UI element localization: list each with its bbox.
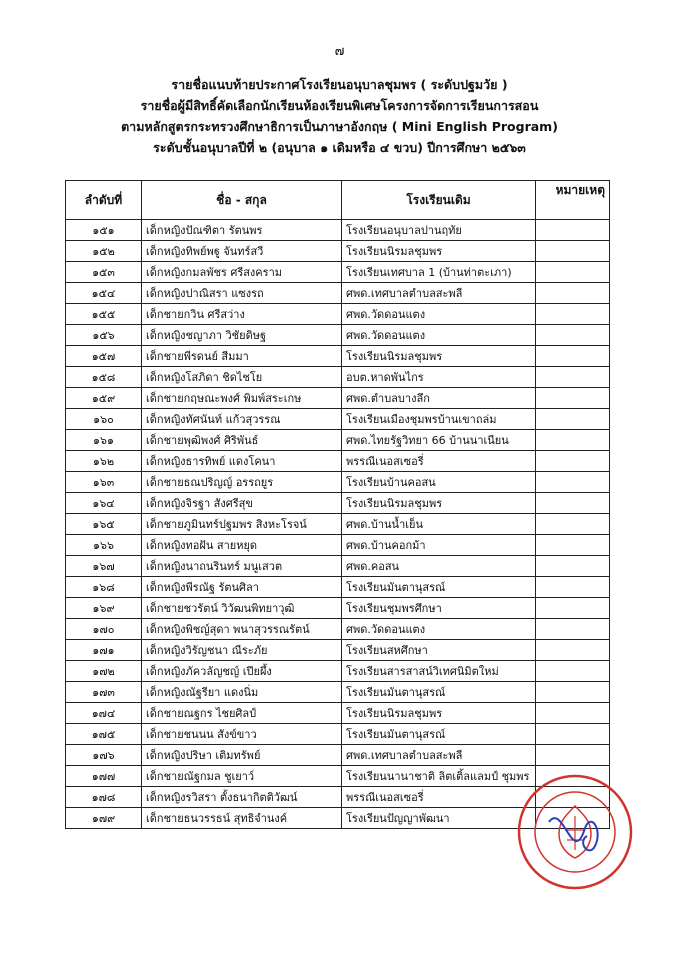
header-order: ลำดับที่ bbox=[66, 181, 142, 220]
cell-name: เด็กหญิงพีรณัฐ รัตนศิลา bbox=[142, 577, 342, 598]
table-row bbox=[66, 241, 610, 262]
cell-note bbox=[536, 577, 610, 598]
cell-note bbox=[536, 367, 610, 388]
cell-school: โรงเรียนสารสาสน์วิเทศนิมิตใหม่ bbox=[342, 661, 536, 682]
cell-school: โรงเรียนปัญญาพัฒนา bbox=[342, 808, 536, 829]
cell-order: ๑๕๑ bbox=[66, 220, 142, 241]
cell-note bbox=[536, 409, 610, 430]
cell-school: ศพด.เทศบาลตำบลสะพลี bbox=[342, 283, 536, 304]
table-row bbox=[66, 724, 610, 745]
cell-note bbox=[536, 493, 610, 514]
cell-name: เด็กชายชวรัตน์ วิวัฒนพิทยาวุฒิ bbox=[142, 598, 342, 619]
cell-name: เด็กชายกวิน ศรีสว่าง bbox=[142, 304, 342, 325]
cell-school: โรงเรียนอนุบาลปานฤทัย bbox=[342, 220, 536, 241]
cell-name: เด็กหญิงธารทิพย์ แดงโคนา bbox=[142, 451, 342, 472]
table-row bbox=[66, 661, 610, 682]
cell-order: ๑๖๙ bbox=[66, 598, 142, 619]
cell-order: ๑๕๕ bbox=[66, 304, 142, 325]
cell-order: ๑๖๔ bbox=[66, 493, 142, 514]
cell-note bbox=[536, 619, 610, 640]
cell-school: โรงเรียนสหศึกษา bbox=[342, 640, 536, 661]
cell-note bbox=[536, 472, 610, 493]
cell-school: อบต.หาดพันไกร bbox=[342, 367, 536, 388]
document-heading bbox=[0, 74, 679, 158]
cell-name: เด็กหญิงจิรฐา สังศรีสุข bbox=[142, 493, 342, 514]
cell-order: ๑๖๓ bbox=[66, 472, 142, 493]
cell-school: ศพด.วัดดอนแตง bbox=[342, 304, 536, 325]
cell-name: เด็กชายพีรดนย์ สีมมา bbox=[142, 346, 342, 367]
table-row bbox=[66, 577, 610, 598]
cell-name: เด็กหญิงรวิสรา ตั้งธนากิตติวัฒน์ bbox=[142, 787, 342, 808]
cell-order: ๑๗๖ bbox=[66, 745, 142, 766]
cell-name: เด็กหญิงณัฐรียา แดงนิ่ม bbox=[142, 682, 342, 703]
table-row bbox=[66, 598, 610, 619]
cell-order: ๑๗๑ bbox=[66, 640, 142, 661]
cell-note bbox=[536, 724, 610, 745]
cell-order: ๑๖๗ bbox=[66, 556, 142, 577]
cell-name: เด็กหญิงภัควลัญชญ์ เปียผึ้ง bbox=[142, 661, 342, 682]
cell-school: ศพด.ตำบลบางลึก bbox=[342, 388, 536, 409]
table-row bbox=[66, 493, 610, 514]
cell-order: ๑๖๕ bbox=[66, 514, 142, 535]
cell-note bbox=[536, 598, 610, 619]
cell-school: โรงเรียนเทศบาล 1 (บ้านท่าตะเภา) bbox=[342, 262, 536, 283]
table-row bbox=[66, 325, 610, 346]
cell-order: ๑๕๒ bbox=[66, 241, 142, 262]
heading-line-3: ตามหลักสูตรกระทรวงศึกษาธิการเป็นภาษาอังกฤษ ( Mini English Program) bbox=[121, 119, 558, 134]
cell-note bbox=[536, 556, 610, 577]
table-row bbox=[66, 472, 610, 493]
cell-school: โรงเรียนชุมพรศึกษา bbox=[342, 598, 536, 619]
table-row bbox=[66, 514, 610, 535]
table-row bbox=[66, 535, 610, 556]
cell-name: เด็กหญิงทัศนันท์ แก้วสุวรรณ bbox=[142, 409, 342, 430]
school-seal-stamp bbox=[515, 772, 635, 892]
cell-name: เด็กชายธณปริญญ์ อรรถยูร bbox=[142, 472, 342, 493]
cell-order: ๑๗๘ bbox=[66, 787, 142, 808]
cell-order: ๑๗๕ bbox=[66, 724, 142, 745]
cell-name: เด็กหญิงพิชญ์สุดา พนาสุวรรณรัตน์ bbox=[142, 619, 342, 640]
cell-name: เด็กชายชนนน สังข์ขาว bbox=[142, 724, 342, 745]
cell-name: เด็กหญิงนาถนรินทร์ มนูเสวต bbox=[142, 556, 342, 577]
cell-name: เด็กชายกฤษณะพงศ์ พิมพ์สระเกษ bbox=[142, 388, 342, 409]
table-row bbox=[66, 220, 610, 241]
cell-school: โรงเรียนนานาชาติ ลิตเติ้ลแลมป์ ชุมพร bbox=[342, 766, 536, 787]
cell-school: โรงเรียนบ้านคอสน bbox=[342, 472, 536, 493]
cell-name: เด็กหญิงปริษา เติมทรัพย์ bbox=[142, 745, 342, 766]
cell-order: ๑๗๗ bbox=[66, 766, 142, 787]
cell-note bbox=[536, 640, 610, 661]
cell-school: ศพด.บ้านน้ำเย็น bbox=[342, 514, 536, 535]
cell-order: ๑๕๔ bbox=[66, 283, 142, 304]
cell-note bbox=[536, 262, 610, 283]
cell-order: ๑๗๙ bbox=[66, 808, 142, 829]
student-roster-table bbox=[65, 180, 610, 829]
header-name: ชื่อ - สกุล bbox=[142, 181, 342, 220]
table-body bbox=[66, 220, 610, 829]
cell-name: เด็กชายภูมินทร์ปฐมพร สิงหะโรจน์ bbox=[142, 514, 342, 535]
table-row bbox=[66, 619, 610, 640]
cell-school: โรงเรียนนิรมลชุมพร bbox=[342, 703, 536, 724]
cell-order: ๑๗๓ bbox=[66, 682, 142, 703]
table-row bbox=[66, 745, 610, 766]
cell-school: ศพด.บ้านคอกม้า bbox=[342, 535, 536, 556]
cell-order: ๑๗๔ bbox=[66, 703, 142, 724]
cell-note bbox=[536, 535, 610, 556]
cell-note bbox=[536, 703, 610, 724]
table-row bbox=[66, 556, 610, 577]
table-row bbox=[66, 283, 610, 304]
cell-order: ๑๕๓ bbox=[66, 262, 142, 283]
table-row bbox=[66, 682, 610, 703]
cell-note bbox=[536, 661, 610, 682]
cell-school: ศพด.วัดดอนแตง bbox=[342, 619, 536, 640]
cell-school: พรรณีเนอสเซอรี่ bbox=[342, 787, 536, 808]
header-school: โรงเรียนเดิม bbox=[342, 181, 536, 220]
cell-note bbox=[536, 283, 610, 304]
table-row bbox=[66, 367, 610, 388]
cell-note bbox=[536, 745, 610, 766]
cell-note bbox=[536, 430, 610, 451]
cell-order: ๑๖๒ bbox=[66, 451, 142, 472]
cell-note bbox=[536, 304, 610, 325]
table-header-row bbox=[66, 181, 610, 220]
cell-note bbox=[536, 451, 610, 472]
cell-note bbox=[536, 325, 610, 346]
table-row bbox=[66, 451, 610, 472]
table-row bbox=[66, 262, 610, 283]
heading-line-2: รายชื่อผู้มีสิทธิ์คัดเลือกนักเรียนห้องเรียนพิเศษโครงการจัดการเรียนการสอน bbox=[140, 98, 539, 113]
cell-school: ศพด.คอสน bbox=[342, 556, 536, 577]
cell-order: ๑๕๘ bbox=[66, 367, 142, 388]
table-row bbox=[66, 640, 610, 661]
cell-school: ศพด.วัดดอนแตง bbox=[342, 325, 536, 346]
cell-order: ๑๖๘ bbox=[66, 577, 142, 598]
cell-note bbox=[536, 241, 610, 262]
table-row bbox=[66, 346, 610, 367]
heading-line-4: ระดับชั้นอนุบาลปีที่ ๒ (อนุบาล ๑ เดิมหรือ ๔ ขวบ) ปีการศึกษา ๒๕๖๓ bbox=[153, 140, 526, 155]
cell-name: เด็กชายณัฐกมล ชูเยาว์ bbox=[142, 766, 342, 787]
cell-name: เด็กหญิงชญาภา วิชัยดิษฐ bbox=[142, 325, 342, 346]
cell-school: โรงเรียนมันตานุสรณ์ bbox=[342, 682, 536, 703]
cell-name: เด็กชายธนวรรธน์ สุทธิจำนงค์ bbox=[142, 808, 342, 829]
cell-school: โรงเรียนนิรมลชุมพร bbox=[342, 493, 536, 514]
cell-order: ๑๕๖ bbox=[66, 325, 142, 346]
cell-note bbox=[536, 346, 610, 367]
cell-note bbox=[536, 514, 610, 535]
cell-name: เด็กหญิงปัณฑิตา รัตนพร bbox=[142, 220, 342, 241]
cell-name: เด็กหญิงกมลพัชร ศรีสงคราม bbox=[142, 262, 342, 283]
cell-order: ๑๕๗ bbox=[66, 346, 142, 367]
cell-school: โรงเรียนมันตานุสรณ์ bbox=[342, 724, 536, 745]
cell-order: ๑๖๐ bbox=[66, 409, 142, 430]
cell-school: โรงเรียนนิรมลชุมพร bbox=[342, 241, 536, 262]
cell-note bbox=[536, 682, 610, 703]
cell-name: เด็กหญิงปาณิสรา แซงรถ bbox=[142, 283, 342, 304]
cell-name: เด็กชายพุฒิพงศ์ ศิริพันธ์ bbox=[142, 430, 342, 451]
cell-name: เด็กชายณฐกร ไชยศิลป์ bbox=[142, 703, 342, 724]
table-row bbox=[66, 703, 610, 724]
table-row bbox=[66, 430, 610, 451]
cell-order: ๑๕๙ bbox=[66, 388, 142, 409]
cell-name: เด็กหญิงทอฝัน สายหยุด bbox=[142, 535, 342, 556]
page-number: ๗ bbox=[334, 44, 345, 59]
cell-note bbox=[536, 388, 610, 409]
header-note: หมายเหตุ bbox=[536, 181, 610, 220]
cell-order: ๑๗๒ bbox=[66, 661, 142, 682]
cell-name: เด็กหญิงโสภิดา ชิดไชโย bbox=[142, 367, 342, 388]
cell-order: ๑๖๖ bbox=[66, 535, 142, 556]
cell-school: โรงเรียนนิรมลชุมพร bbox=[342, 346, 536, 367]
table-row bbox=[66, 409, 610, 430]
cell-name: เด็กหญิงทิพย์พฐู จันทร์สวี bbox=[142, 241, 342, 262]
table-row bbox=[66, 304, 610, 325]
table-row bbox=[66, 388, 610, 409]
cell-order: ๑๖๑ bbox=[66, 430, 142, 451]
cell-school: โรงเรียนมันตานุสรณ์ bbox=[342, 577, 536, 598]
cell-school: ศพด.ไทยรัฐวิทยา 66 บ้านนาเนียน bbox=[342, 430, 536, 451]
cell-school: ศพด.เทศบาลตำบลสะพลี bbox=[342, 745, 536, 766]
cell-note bbox=[536, 220, 610, 241]
cell-order: ๑๗๐ bbox=[66, 619, 142, 640]
cell-school: โรงเรียนเมืองชุมพรบ้านเขาถล่ม bbox=[342, 409, 536, 430]
heading-line-1: รายชื่อแนบท้ายประกาศโรงเรียนอนุบาลชุมพร ( ระดับปฐมวัย ) bbox=[171, 77, 508, 92]
cell-name: เด็กหญิงวิรัญชนา ณีระภัย bbox=[142, 640, 342, 661]
cell-school: พรรณีเนอสเซอรี่ bbox=[342, 451, 536, 472]
